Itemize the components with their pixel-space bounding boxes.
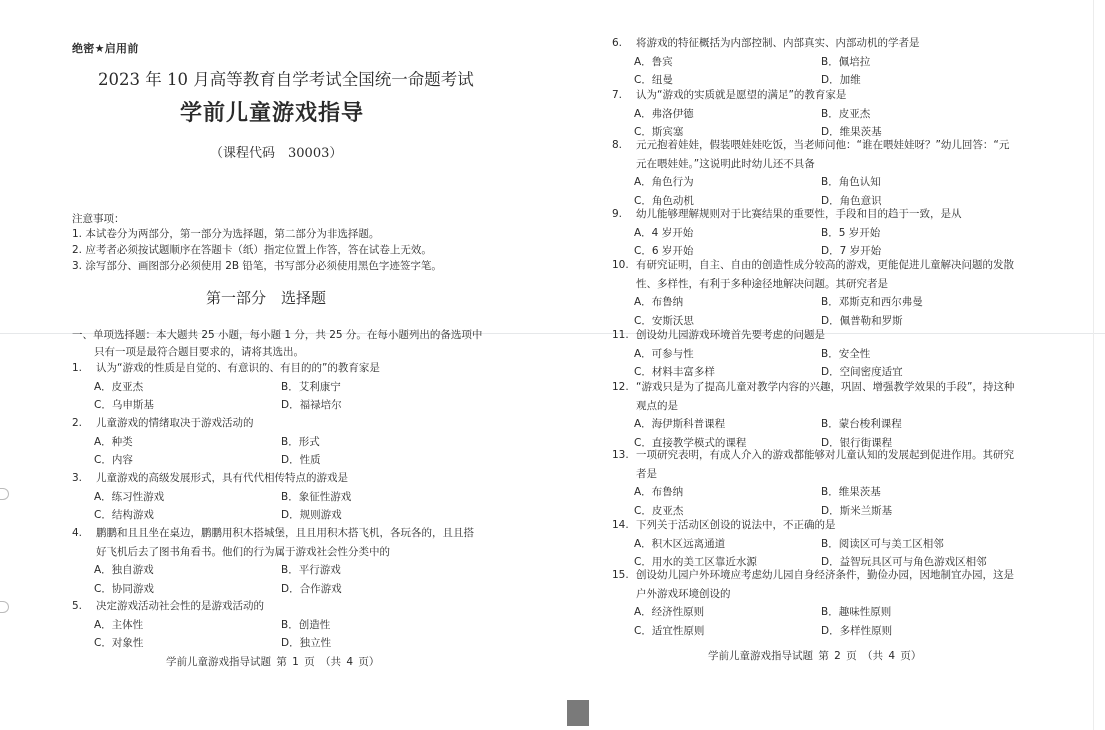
option-c: C．安斯沃思 [634, 314, 694, 327]
question-text-continued: 者是 [636, 467, 657, 480]
option-c: C．纽曼 [634, 74, 673, 86]
question-number: 5. [72, 600, 83, 612]
question-14 [612, 516, 987, 572]
option-c: C．直接教学模式的课程 [634, 436, 747, 449]
question-text: 元元抱着娃娃，假装喂娃娃吃饭，当老师问他：“谁在喂娃娃呀？”幼儿回答：“元 [636, 139, 1010, 151]
question-text-continued: 观点的是 [636, 399, 678, 412]
option-d: D．性质 [281, 454, 321, 466]
option-b: B．安全性 [821, 347, 871, 360]
question-text-continued: 元在喂娃娃。”这说明此时幼儿还不具备 [636, 157, 815, 170]
question-12 [612, 378, 1014, 452]
subject-title: 学前儿童游戏指导 [180, 101, 365, 126]
option-a: A．主体性 [94, 618, 144, 631]
question-9 [612, 205, 962, 261]
option-b: B．5 岁开始 [821, 226, 881, 239]
question-text: 认为“游戏的性质是自觉的、有意识的、有目的的”的教育家是 [96, 362, 380, 374]
question-text: 一项研究表明，有成人介入的游戏都能够对儿童认知的发展起到促进作用。其研究 [636, 449, 1014, 461]
question-number: 13. [612, 449, 629, 461]
question-number: 9. [612, 208, 623, 220]
course-code: （课程代码 30003） [210, 146, 343, 161]
option-d: D．福禄培尔 [281, 399, 342, 411]
option-d: D．银行街课程 [821, 436, 893, 449]
question-text: 创设幼儿园游戏环境首先要考虑的问题是 [636, 329, 825, 341]
option-b: B．角色认知 [821, 176, 881, 188]
option-b: B．佩培拉 [821, 55, 871, 68]
exam-page-2 [560, 0, 1105, 730]
option-d: D．斯米兰斯基 [821, 504, 893, 517]
option-d: D．独立性 [281, 637, 332, 649]
question-number: 11. [612, 329, 629, 341]
note-item: 2. 应考者必须按试题顺序在答题卡（纸）指定位置上作答，答在试卷上无效。 [72, 244, 432, 256]
question-text: 儿童游戏的情绪取决于游戏活动的 [96, 417, 254, 429]
option-d: D．角色意识 [821, 194, 882, 207]
option-d: D．空间密度适宜 [821, 366, 903, 378]
option-b: B．邓斯克和西尔弗曼 [821, 296, 923, 308]
exam-title: 2023 年 10 月高等教育自学考试全国统一命题考试 [98, 70, 474, 89]
question-text: 儿童游戏的高级发展形式，具有代代相传特点的游戏是 [96, 472, 348, 484]
question-text: “游戏只是为了提高儿童对教学内容的兴趣，巩固、增强教学效果的手段”，持这种 [636, 381, 1015, 393]
option-b: B．象征性游戏 [281, 490, 352, 503]
question-number: 1. [72, 362, 83, 374]
option-a: A．弗洛伊德 [634, 107, 694, 120]
option-a: A．布鲁纳 [634, 486, 684, 498]
question-13 [612, 446, 1014, 520]
question-15 [612, 566, 1014, 640]
question-text-continued: 好飞机后去了图书角看书。他们的行为属于游戏社会性分类中的 [96, 545, 390, 558]
option-c: C．皮亚杰 [634, 504, 684, 517]
option-c: C．对象性 [94, 637, 144, 649]
option-c: C．乌申斯基 [94, 399, 154, 411]
question-number: 4. [72, 527, 83, 539]
question-7 [612, 86, 882, 142]
option-a: A．经济性原则 [634, 606, 705, 618]
option-a: A．4 岁开始 [634, 226, 694, 239]
option-b: B．维果茨基 [821, 486, 881, 498]
question-number: 2. [72, 417, 83, 429]
question-number: 7. [612, 89, 623, 101]
option-c: C．适宜性原则 [634, 624, 705, 637]
question-1 [72, 359, 380, 415]
option-c: C．协同游戏 [94, 582, 154, 595]
option-d: D．合作游戏 [281, 582, 342, 595]
question-number: 12. [612, 381, 629, 393]
option-b: B．创造性 [281, 618, 331, 631]
option-c: C．角色动机 [634, 194, 694, 207]
option-a: A．布鲁纳 [634, 296, 684, 308]
section-instructions [72, 327, 492, 361]
option-b: B．趣味性原则 [821, 606, 892, 618]
option-b: B．皮亚杰 [821, 107, 871, 120]
page-footer-2: 学前儿童游戏指导试题 第 2 页 （共 4 页） [708, 650, 922, 662]
option-d: D．7 岁开始 [821, 245, 882, 257]
option-d: D．维果茨基 [821, 126, 882, 138]
option-c: C．材料丰富多样 [634, 366, 715, 378]
question-text: 幼儿能够理解规则对于比赛结果的重要性，手段和目的趋于一致，是从 [636, 208, 962, 220]
option-a: A．练习性游戏 [94, 490, 165, 503]
option-b: B．蒙台梭利课程 [821, 418, 902, 430]
question-number: 10. [612, 259, 629, 271]
option-a: A．积木区远离通道 [634, 537, 726, 550]
question-6 [612, 34, 920, 90]
question-text-continued: 性、多样性，有利于多种途径地解决问题。其研究者是 [636, 277, 888, 290]
option-d: D．规则游戏 [281, 509, 342, 521]
question-text-continued: 户外游戏环境创设的 [636, 587, 731, 600]
instructions-line-2: 只有一项是最符合题目要求的，请将其选出。 [94, 346, 304, 358]
option-a: A．皮亚杰 [94, 380, 144, 393]
option-c: C．用水的美工区靠近水源 [634, 556, 757, 568]
page-footer-1: 学前儿童游戏指导试题 第 1 页 （共 4 页） [166, 656, 380, 668]
question-text: 有研究证明，自主、自由的创造性成分较高的游戏，更能促进儿童解决问题的发散 [636, 259, 1014, 271]
option-c: C．内容 [94, 454, 133, 466]
question-text: 鹏鹏和且且坐在桌边，鹏鹏用积木搭城堡，且且用积木搭飞机，各玩各的，且且搭 [96, 527, 474, 539]
option-c: C．斯宾塞 [634, 126, 684, 138]
question-text: 将游戏的特征概括为内部控制、内部真实、内部动机的学者是 [636, 37, 920, 49]
option-a: A．可参与性 [634, 347, 694, 360]
option-d: D．益智玩具区可与角色游戏区相邻 [821, 556, 987, 568]
option-a: A．种类 [94, 435, 133, 448]
question-8 [612, 136, 1009, 210]
option-a: A．鲁宾 [634, 55, 673, 68]
option-b: B．阅读区可与美工区相邻 [821, 537, 944, 550]
question-10 [612, 256, 1014, 330]
option-b: B．艾利康宁 [281, 380, 341, 393]
section-title: 第一部分 选择题 [206, 289, 327, 307]
question-number: 15. [612, 569, 629, 581]
option-c: C．结构游戏 [94, 509, 154, 521]
notes-list [72, 226, 442, 274]
option-b: B．平行游戏 [281, 564, 341, 576]
question-text: 创设幼儿园户外环境应考虑幼儿园自身经济条件，勤俭办园，因地制宜办园，这是 [636, 569, 1014, 581]
question-5 [72, 597, 332, 653]
option-a: A．独自游戏 [94, 564, 154, 576]
note-item: 3. 涂写部分、画图部分必须使用 2B 铅笔，书写部分必须使用黑色字迹签字笔。 [72, 260, 442, 272]
question-number: 8. [612, 139, 623, 151]
question-number: 6. [612, 37, 623, 49]
question-text: 下列关于活动区创设的说法中，不正确的是 [636, 519, 836, 531]
option-d: D．多样性原则 [821, 624, 893, 637]
note-item: 1. 本试卷分为两部分，第一部分为选择题，第二部分为非选择题。 [72, 228, 380, 240]
option-d: D．佩普勒和罗斯 [821, 314, 903, 327]
question-text: 认为“游戏的实质就是愿望的满足”的教育家是 [636, 89, 847, 101]
option-a: A．海伊斯科普课程 [634, 418, 726, 430]
option-c: C．6 岁开始 [634, 245, 694, 257]
confidential-mark: 绝密★启用前 [72, 42, 139, 55]
question-number: 3. [72, 472, 83, 484]
notes-title: 注意事项： [72, 213, 125, 225]
option-d: D．加维 [821, 74, 861, 86]
option-a: A．角色行为 [634, 176, 694, 188]
option-b: B．形式 [281, 435, 320, 448]
question-text: 决定游戏活动社会性的是游戏活动的 [96, 600, 264, 612]
question-number: 14. [612, 519, 629, 531]
instructions-line-1: 一、单项选择题：本大题共 25 小题，每小题 1 分，共 25 分。在每小题列出的备选项中 [72, 329, 483, 341]
question-11 [612, 326, 903, 382]
question-2 [72, 414, 321, 470]
question-3 [72, 469, 352, 525]
question-4 [72, 524, 474, 598]
